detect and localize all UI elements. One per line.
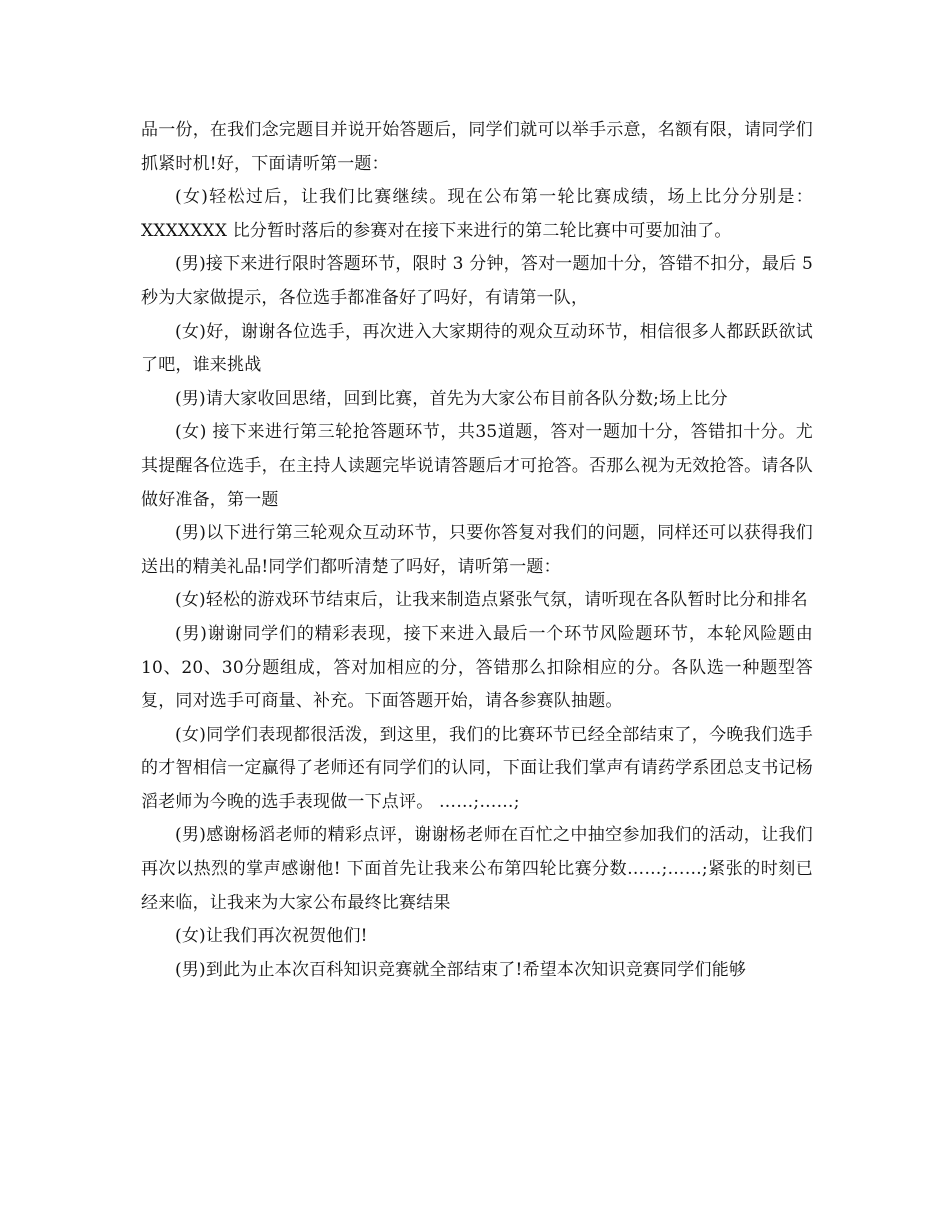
paragraph-3: (男)接下来进行限时答题环节，限时 3 分钟，答对一题加十分，答错不扣分，最后 5 秒为大家做提示，各位选手都准备好了吗好，有请第一队， xyxy=(141,254,813,308)
paragraph-2: (女)轻松过后，让我们比赛继续。现在公布第一轮比赛成绩，场上比分分别是：XXXXXXX 比分暂时落后的参赛对在接下来进行的第二轮比赛中可要加油了。 xyxy=(141,187,813,241)
paragraph-5: (男)请大家收回思绪，回到比赛，首先为大家公布目前各队分数;场上比分 xyxy=(175,388,728,409)
paragraph-10: (女)同学们表现都很活泼，到这里，我们的比赛环节已经全部结束了，今晚我们选手的才智相信一定赢得了老师还有同学们的认同，下面让我们掌声有请药学系团总支书记杨滔老师为今晚的选手表现做一下点评。 ……;……; xyxy=(141,724,813,812)
paragraph-13: (男)到此为止本次百科知识竞赛就全部结束了!希望本次知识竞赛同学们能够 xyxy=(175,959,747,980)
paragraph-4: (女)好，谢谢各位选手，再次进入大家期待的观众互动环节，相信很多人都跃跃欲试了吧，谁来挑战 xyxy=(141,321,813,376)
paragraph-9: (男)谢谢同学们的精彩表现，接下来进入最后一个环节风险题环节，本轮风险题由10、20、30分题组成，答对加相应的分，答错那么扣除相应的分。各队选一种题型答复，同对选手可商量、补充。下面答题开始，请各参赛队抽题。 xyxy=(141,623,813,712)
paragraph-1: 品一份，在我们念完题目并说开始答题后，同学们就可以举手示意，名额有限，请同学们抓紧时机!好，下面请听第一题： xyxy=(141,120,813,174)
paragraph-7: (男)以下进行第三轮观众互动环节，只要你答复对我们的问题，同样还可以获得我们送出的精美礼品!同学们都听清楚了吗好，请听第一题： xyxy=(141,523,813,577)
paragraph-8: (女)轻松的游戏环节结束后，让我来制造点紧张气氛，请听现在各队暂时比分和排名 xyxy=(175,590,808,611)
document-body xyxy=(141,114,813,987)
paragraph-6: (女) 接下来进行第三轮抢答题环节，共35道题，答对一题加十分，答错扣十分。尤其提醒各位选手，在主持人读题完毕说请答题后才可抢答。否那么视为无效抢答。请各队做好准备，第一题 xyxy=(141,422,813,510)
paragraph-11: (男)感谢杨滔老师的精彩点评，谢谢杨老师在百忙之中抽空参加我们的活动，让我们再次以热烈的掌声感谢他! 下面首先让我来公布第四轮比赛分数……;……;紧张的时刻已经来临，让我来为大家公布最终比赛结果 xyxy=(141,825,813,913)
paragraph-12: (女)让我们再次祝贺他们! xyxy=(175,926,368,947)
